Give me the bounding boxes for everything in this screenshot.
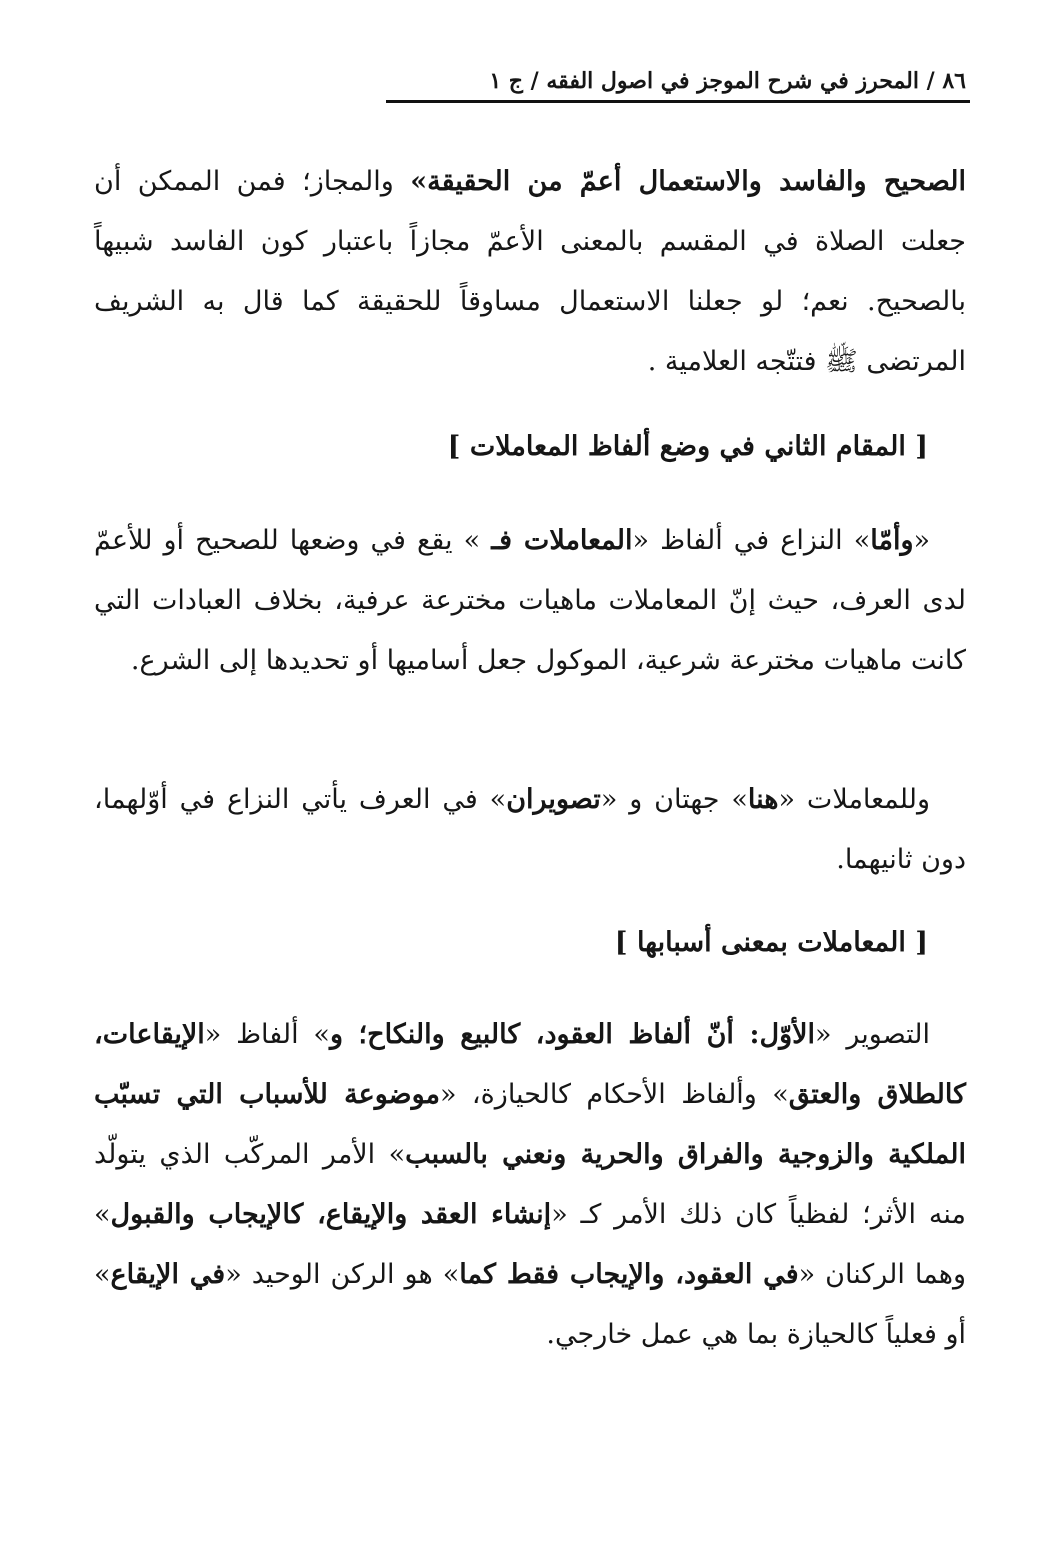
- bold-text: المعاملات فـ: [491, 525, 633, 556]
- body-text: » النزاع في ألفاظ «: [632, 525, 871, 556]
- body-text: » الأمر المركّب الذي يتولّد منه الأثر؛ لفظياً كان ذلك الأمر كـ «: [94, 1139, 966, 1230]
- paragraph-1: [94, 152, 966, 392]
- bold-text: الصحيح والفاسد والاستعمال أعمّ من الحقيقة»: [410, 166, 966, 197]
- bold-text: الإيقاعات، كالطلاق والعتق: [94, 1019, 966, 1110]
- header-separator: /: [918, 68, 935, 94]
- body-text: » أو فعلياً كالحيازة بما هي عمل خارجي.: [94, 1259, 966, 1350]
- bold-text: وأمّا: [870, 525, 914, 556]
- body-text: التصوير «: [815, 1019, 930, 1050]
- paragraph-4: [94, 1005, 966, 1365]
- section-heading-1: [ المقام الثاني في وضع ألفاظ المعاملات ]: [447, 431, 928, 462]
- bold-text: موضوعة للأسباب التي تسبّب الملكية والزوجية والفراق والحرية ونعني بالسبب: [94, 1079, 966, 1170]
- bold-text: هنا: [747, 784, 779, 815]
- paragraph-3: [94, 770, 966, 890]
- bold-text: إنشاء العقد والإيقاع، كالإيجاب والقبول: [110, 1199, 552, 1230]
- body-text: وللمعاملات «: [778, 784, 930, 815]
- body-text: » وألفاظ الأحكام كالحيازة، «: [439, 1079, 789, 1110]
- section-heading-2: [ المعاملات بمعنى أسبابها ]: [614, 927, 928, 958]
- bold-text: الأوّل: أنّ ألفاظ العقود، كالبيع والنكاح؛ و: [329, 1019, 816, 1050]
- page-number: ٨٦: [942, 68, 966, 94]
- header-separator: /: [523, 68, 539, 94]
- body-text: » في العرف يأتي النزاع في أوّلهما، دون ثانيهما.: [94, 784, 966, 875]
- body-text: والمجاز؛ فمن الممكن أن جعلت الصلاة في المقسم بالمعنى الأعمّ مجازاً باعتبار كون الفاسد شبيهاً بالصحيح. نعم؛ لو جعلنا الاستعمال مساوقاً للحقيقة كما قال به الشريف المرتضى ﷺ فتتّجه العلامية .: [94, 166, 966, 377]
- running-header: [94, 58, 966, 104]
- body-text: » وهما الركنان «: [94, 1199, 966, 1290]
- volume-label: ج ١: [489, 68, 524, 94]
- body-text: «: [913, 525, 931, 556]
- bold-text: تصويران: [506, 784, 601, 815]
- bold-text: في العقود، والإيجاب فقط كما: [459, 1259, 799, 1290]
- bold-text: في الإيقاع: [110, 1259, 226, 1290]
- body-text: » جهتان و «: [600, 784, 748, 815]
- body-text: » هو الركن الوحيد «: [225, 1259, 460, 1290]
- book-title: المحرز في شرح الموجز في اصول الفقه: [546, 68, 919, 94]
- body-text: » ألفاظ «: [204, 1019, 330, 1050]
- body-text: » يقع في وضعها للصحيح أو للأعمّ لدى العرف، حيث إنّ المعاملات ماهيات مخترعة عرفية، بخلاف العبادات التي كانت ماهيات مخترعة شرعية، الموكول جعل أساميها أو تحديدها إلى الشرع.: [94, 525, 966, 676]
- header-rule: [386, 100, 970, 103]
- paragraph-2: [94, 511, 966, 691]
